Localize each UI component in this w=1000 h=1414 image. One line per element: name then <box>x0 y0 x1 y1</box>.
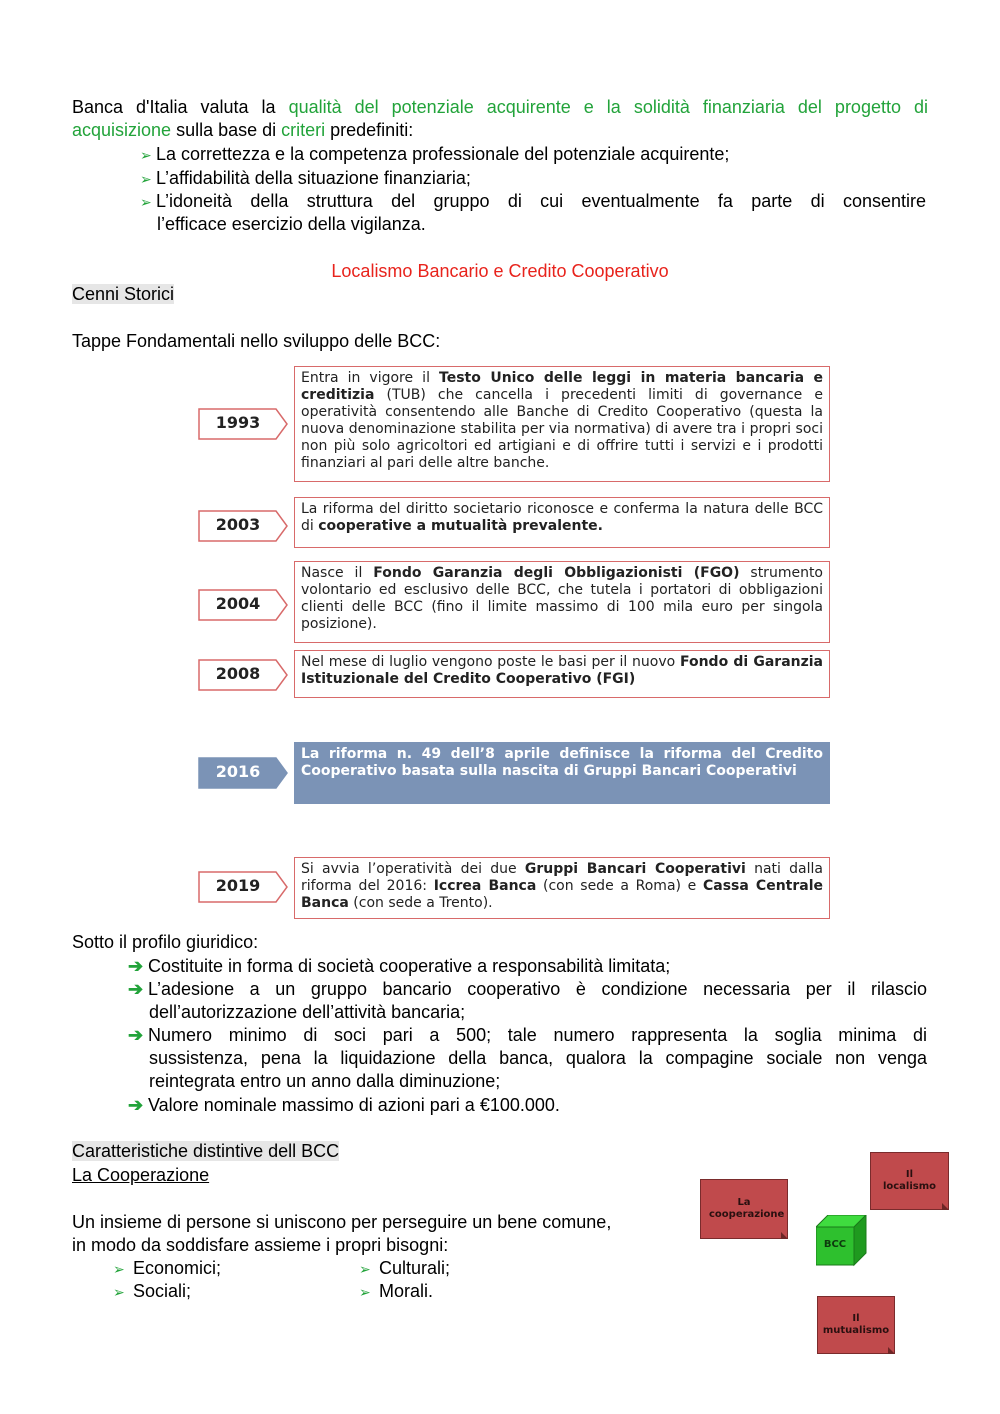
arrow-right-icon: ➔ <box>128 1025 144 1045</box>
year-badge-2003 <box>198 510 288 540</box>
timeline-text: Entra in vigore il <box>301 370 440 386</box>
intro-bullet <box>140 143 729 166</box>
giuridico-bullet-continuation <box>149 1001 465 1023</box>
year-label: 2016 <box>215 762 261 781</box>
giuridico-bullet-continuation <box>149 1070 500 1092</box>
timeline-text-2008 <box>294 650 830 698</box>
giuridico-bullet-continuation <box>149 1047 927 1069</box>
timeline-text: nati dalla riforma del 2016: <box>301 861 823 894</box>
year-label: 2004 <box>215 594 261 613</box>
bullet-text: Morali. <box>379 1281 434 1301</box>
needs-item <box>113 1257 221 1280</box>
timeline-text-2003 <box>294 497 830 548</box>
year-badge-2004 <box>198 589 288 619</box>
intro-highlight: qualità del potenziale acquirente e la solidità finanziaria del progetto di <box>288 97 928 117</box>
arrowhead-icon: ➢ <box>140 147 152 163</box>
intro-bullet <box>140 190 926 213</box>
subheading-cooperazione: La Cooperazione <box>72 1165 210 1185</box>
bullet-text: Sociali; <box>133 1281 192 1301</box>
page-fold-icon <box>781 1232 788 1239</box>
timeline-bold: Iccrea Banca <box>433 878 537 894</box>
bullet-text: Numero minimo di soci pari a 500; tale numero rappresenta la soglia minima di <box>148 1025 927 1045</box>
intro-text: predefiniti: <box>325 120 414 140</box>
intro-bullet <box>140 167 471 190</box>
bullet-text: sussistenza, pena la liquidazione della banca, qualora la compagine sociale non venga <box>149 1048 927 1068</box>
heading-caratteristiche <box>72 1140 339 1162</box>
heading-text: Cenni Storici <box>72 284 175 304</box>
giuridico-bullet <box>128 1094 560 1116</box>
tappe-title: Tappe Fondamentali nello sviluppo delle BCC: <box>72 331 441 351</box>
intro-text: Banca d'Italia valuta la <box>72 97 289 117</box>
timeline-bold: Cassa Centrale Banca <box>301 878 824 911</box>
needs-item <box>359 1257 450 1280</box>
bullet-text: L’affidabilità della situazione finanziaria; <box>156 168 471 188</box>
intro-text: sulla base di <box>171 120 282 140</box>
bullet-text: reintegrata entro un anno dalla diminuzione; <box>149 1071 501 1091</box>
giuridico-title: Sotto il profilo giuridico: <box>72 932 259 952</box>
cooperazione-paragraph-1: Un insieme di persone si uniscono per perseguire un bene comune, <box>72 1212 612 1232</box>
year-badge-2019 <box>198 871 288 901</box>
bullet-text: Costituite in forma di società cooperative a responsabilità limitata; <box>148 956 671 976</box>
timeline-text: Si avvia l’operatività dei due <box>301 861 525 877</box>
giuridico-bullet <box>128 955 670 977</box>
arrowhead-icon: ➢ <box>113 1284 125 1300</box>
arrow-right-icon: ➔ <box>128 956 144 976</box>
heading-text: Caratteristiche distintive dell BCC <box>72 1141 340 1161</box>
intro-highlight: acquisizione <box>72 120 172 140</box>
box-bcc-label: BCC <box>823 1239 847 1250</box>
box-mutualismo <box>817 1296 895 1354</box>
timeline-text-2004 <box>294 561 830 643</box>
box-label: Il localismo <box>882 1169 937 1192</box>
timeline-text-1993 <box>294 366 830 482</box>
bullet-text: Economici; <box>133 1258 222 1278</box>
bullet-text: dell’autorizzazione dell’attività bancaria; <box>149 1002 466 1022</box>
needs-item <box>359 1280 433 1303</box>
timeline-text: strumento volontario ed esclusivo delle BCC, che tutela i portatori di obbligazioni clienti delle BCC (fino il limite massimo di 100 mila euro per singola posizione). <box>301 565 823 632</box>
bullet-text: L’adesione a un gruppo bancario cooperativo è condizione necessaria per il rilascio <box>148 979 927 999</box>
needs-item <box>113 1280 191 1303</box>
timeline-text: (con sede a Roma) e <box>536 878 703 894</box>
arrowhead-icon: ➢ <box>140 171 152 187</box>
year-label: 2019 <box>215 876 261 895</box>
arrowhead-icon: ➢ <box>359 1261 371 1277</box>
bullet-text: Culturali; <box>379 1258 451 1278</box>
timeline-bold: Testo Unico delle leggi in materia bancaria e creditizia <box>301 370 823 403</box>
year-badge-2016 <box>198 757 288 787</box>
heading-cenni-storici <box>72 283 174 305</box>
arrowhead-icon: ➢ <box>113 1261 125 1277</box>
arrowhead-icon: ➢ <box>140 194 152 210</box>
timeline-text: Nel mese di luglio vengono poste le basi per il nuovo <box>301 654 680 670</box>
timeline-text-2019 <box>294 857 830 919</box>
arrow-right-icon: ➔ <box>128 1095 144 1115</box>
box-label: Il mutualismo <box>822 1313 890 1336</box>
section-title: Localismo Bancario e Credito Cooperativo <box>331 261 669 281</box>
intro-line-1 <box>72 96 928 118</box>
giuridico-bullet <box>128 978 927 1000</box>
box-label: La cooperazione <box>709 1197 785 1220</box>
arrow-right-icon: ➔ <box>128 979 144 999</box>
intro-line-2 <box>72 119 413 141</box>
intro-bullet-continuation <box>157 213 426 235</box>
timeline-bold: Fondo Garanzia degli Obbligazionisti (FGO) <box>373 565 740 581</box>
year-badge-2008 <box>198 659 288 689</box>
year-label: 2003 <box>215 515 261 534</box>
intro-highlight: criteri <box>281 120 326 140</box>
arrowhead-icon: ➢ <box>359 1284 371 1300</box>
bullet-text: L’idoneità della struttura del gruppo di cui eventualmente fa parte di consentire <box>156 191 926 211</box>
year-label: 2008 <box>215 664 261 683</box>
timeline-bold: cooperative a mutualità prevalente. <box>318 518 603 534</box>
giuridico-bullet <box>128 1024 927 1046</box>
page-fold-icon <box>942 1203 949 1210</box>
timeline-text: La riforma del diritto societario riconosce e conferma la natura delle BCC di <box>301 501 823 534</box>
bullet-text: La correttezza e la competenza professionale del potenziale acquirente; <box>156 144 730 164</box>
bullet-text: Valore nominale massimo di azioni pari a €100.000. <box>148 1095 560 1115</box>
timeline-bold: Fondo di Garanzia Istituzionale del Credito Cooperativo (FGI) <box>301 654 823 687</box>
page-fold-icon <box>888 1347 895 1354</box>
year-label: 1993 <box>215 413 261 432</box>
timeline-bold: Gruppi Bancari Cooperativi <box>524 861 746 877</box>
timeline-text: (con sede a Trento). <box>348 895 493 911</box>
timeline-text-2016: La riforma n. 49 dell’8 aprile definisce la riforma del Credito Cooperativo basata sulla nascita di Gruppi Bancari Cooperativi <box>294 742 830 804</box>
timeline-text: Nasce il <box>301 565 374 581</box>
bullet-text: l’efficace esercizio della vigilanza. <box>157 214 426 234</box>
box-localismo <box>870 1152 949 1210</box>
box-cooperazione <box>700 1179 788 1239</box>
year-badge-1993 <box>198 408 288 438</box>
cooperazione-paragraph-2: in modo da soddisfare assieme i propri bisogni: <box>72 1235 449 1255</box>
timeline-text: (TUB) che cancella i precedenti limiti di governance e operatività consentendo alle Banche di Credito Cooperativo (questa la nuova denominazione stabilita per via normativa) di avere tra i propri soci non più solo agricoltori ed artigiani e di offrire tutti i servizi e i prodotti finanziari al pari delle altre banche. <box>301 387 823 471</box>
